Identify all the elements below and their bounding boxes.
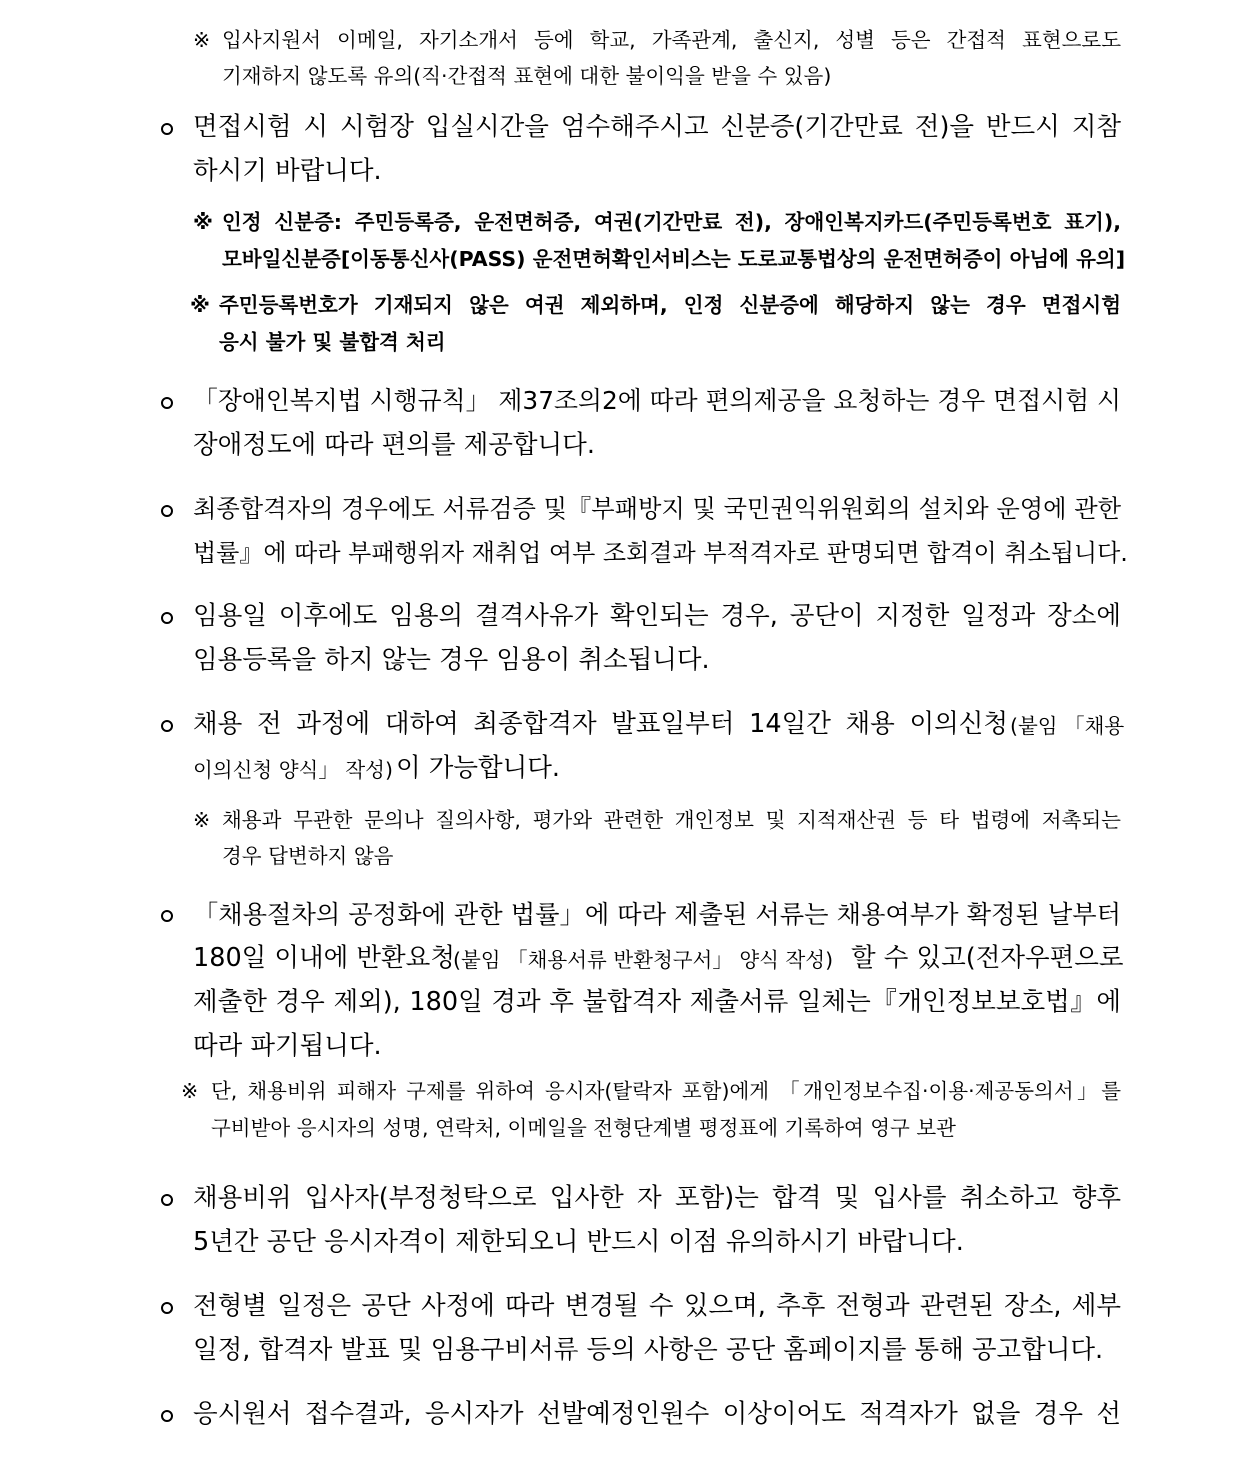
- bullet-circle-icon: [161, 612, 173, 624]
- note-mark: ※: [181, 1079, 199, 1103]
- item-text-line: 따라 파기됩니다.: [193, 1031, 382, 1061]
- item-text-line: 할 수 있고(전자우편으로: [851, 943, 1124, 973]
- item-text-line: 이 가능합니다.: [396, 753, 561, 783]
- note-text-line: 주민등록번호가 기재되지 않은 여권 제외하며, 인정 신분증에 해당하지 않는 경우 면접시험: [219, 293, 1121, 317]
- note-text-line: 모바일신분증[이동통신사(PASS) 운전면허확인서비스는 도로교통법상의 운전면허증이 아님에 유의]: [222, 247, 1126, 271]
- item-text-line: 임용등록을 하지 않는 경우 임용이 취소됩니다.: [193, 645, 710, 675]
- item-text-line: 채용비위 입사자(부정청탁으로 입사한 자 포함)는 합격 및 입사를 취소하고 향후: [193, 1183, 1121, 1213]
- item-text-line: 최종합격자의 경우에도 서류검증 및『부패방지 및 국민권익위원회의 설치와 운영에 관한: [193, 495, 1122, 523]
- bullet-circle-icon: [161, 1194, 173, 1206]
- item-text-line: 채용 전 과정에 대하여 최종합격자 발표일부터 14일간 채용 이의신청: [193, 709, 1008, 739]
- bullet-circle-icon: [161, 397, 173, 409]
- item-text-small: (붙임 「채용: [1010, 714, 1125, 738]
- note-text-line: 인정 신분증: 주민등록증, 운전면허증, 여권(기간만료 전), 장애인복지카드(주민등록번호 표기),: [222, 210, 1121, 234]
- bullet-circle-icon: [161, 505, 173, 517]
- note-text-line: 기재하지 않도록 유의(직‧간접적 표현에 대한 불이익을 받을 수 있음): [222, 64, 832, 88]
- item-text-line: 장애정도에 따라 편의를 제공합니다.: [193, 430, 595, 460]
- note-mark: ※: [193, 210, 213, 234]
- bullet-circle-icon: [161, 1302, 173, 1314]
- item-text-line: 하시기 바랍니다.: [193, 156, 382, 186]
- note-mark: ※: [193, 808, 211, 832]
- item-text-line: 전형별 일정은 공단 사정에 따라 변경될 수 있으며, 추후 전형과 관련된 장소, 세부: [193, 1291, 1121, 1321]
- note-text-line: 입사지원서 이메일, 자기소개서 등에 학교, 가족관계, 출신지, 성별 등은 간접적 표현으로도: [222, 28, 1121, 52]
- item-text-line: 일정, 합격자 발표 및 임용구비서류 등의 사항은 공단 홈페이지를 통해 공고합니다.: [193, 1335, 1104, 1365]
- bullet-circle-icon: [161, 910, 173, 922]
- note-text-line: 응시 불가 및 불합격 처리: [219, 330, 446, 354]
- item-text-line: 180일 이내에 반환요청: [193, 943, 455, 973]
- item-text-line: 제출한 경우 제외), 180일 경과 후 불합격자 제출서류 일체는『개인정보보호법』에: [193, 987, 1121, 1017]
- note-mark: ※: [193, 28, 211, 52]
- note-mark: ※: [190, 293, 210, 317]
- item-text-line: 「장애인복지법 시행규칙」 제37조의2에 따라 편의제공을 요청하는 경우 면접시험 시: [193, 386, 1121, 415]
- note-text-line: 구비받아 응시자의 성명, 연락처, 이메일을 전형단계별 평정표에 기록하여 영구 보관: [211, 1116, 956, 1140]
- item-text-line: 면접시험 시 시험장 입실시간을 엄수해주시고 신분증(기간만료 전)을 반드시 지참: [193, 112, 1121, 142]
- note-text-line: 채용과 무관한 문의나 질의사항, 평가와 관련한 개인정보 및 지적재산권 등 타 법령에 저촉되는: [222, 808, 1121, 832]
- item-text-small: 이의신청 양식」 작성): [193, 758, 393, 782]
- bullet-circle-icon: [161, 720, 173, 732]
- note-text-line: 단, 채용비위 피해자 구제를 위하여 응시자(탈락자 포함)에게 「개인정보수집·이용·제공동의서」를: [211, 1079, 1121, 1103]
- item-text-line: 응시원서 접수결과, 응시자가 선발예정인원수 이상이어도 적격자가 없을 경우 선: [193, 1399, 1121, 1429]
- note-text-line: 경우 답변하지 않음: [222, 844, 394, 868]
- item-text-line: 5년간 공단 응시자격이 제한되오니 반드시 이점 유의하시기 바랍니다.: [193, 1227, 964, 1257]
- bullet-circle-icon: [161, 123, 173, 135]
- item-text-line: 임용일 이후에도 임용의 결격사유가 확인되는 경우, 공단이 지정한 일정과 장소에: [193, 601, 1121, 631]
- item-text-small: (붙임 「채용서류 반환청구서」 양식 작성): [453, 948, 834, 972]
- bullet-circle-icon: [161, 1410, 173, 1422]
- item-text-line: 「채용절차의 공정화에 관한 법률」에 따라 제출된 서류는 채용여부가 확정된 날부터: [193, 900, 1121, 929]
- item-text-line: 법률』에 따라 부패행위자 재취업 여부 조회결과 부적격자로 판명되면 합격이 취소됩니다.: [193, 539, 1128, 567]
